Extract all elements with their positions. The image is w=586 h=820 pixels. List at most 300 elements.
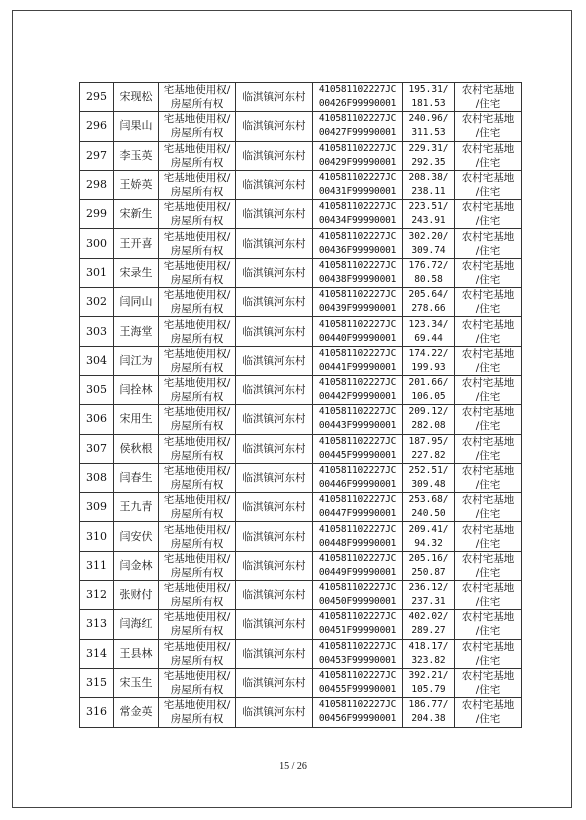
table-row (80, 170, 522, 199)
location-text: 临淇镇河东村 (242, 91, 306, 104)
unit-code-cell (313, 200, 403, 229)
record-number-cell (80, 551, 114, 580)
land-use-text: 农村宅基地 (461, 230, 515, 243)
unit-code-cell (313, 112, 403, 141)
record-number-text: 310 (86, 529, 107, 543)
area-text: 94.32 (414, 537, 443, 549)
right-type-cell (159, 141, 236, 170)
unit-code-text: 410581102227JC (318, 230, 397, 242)
unit-code-cell (313, 668, 403, 697)
land-use-cell (455, 434, 522, 463)
land-use-text: /住宅 (475, 186, 501, 199)
right-type-text: 宅基地使用权/ (163, 201, 231, 214)
land-use-cell (455, 258, 522, 287)
land-use-cell (455, 522, 522, 551)
unit-code-cell (313, 493, 403, 522)
unit-code-cell (313, 405, 403, 434)
right-type-text: 宅基地使用权/ (163, 435, 231, 448)
unit-code-text: 410581102227JC (318, 435, 397, 447)
land-use-text: 农村宅基地 (461, 84, 515, 97)
land-use-cell (455, 346, 522, 375)
owner-name-cell (114, 463, 159, 492)
record-number-cell (80, 493, 114, 522)
area-text: 201.66/ (408, 377, 449, 389)
right-type-cell (159, 463, 236, 492)
right-type-text: 房屋所有权 (170, 684, 224, 697)
right-type-text: 房屋所有权 (170, 420, 224, 433)
area-text: 69.44 (414, 332, 443, 344)
location-text: 临淇镇河东村 (242, 530, 306, 543)
location-cell (236, 229, 313, 258)
area-cell (403, 258, 455, 287)
record-number-text: 298 (86, 178, 107, 192)
right-type-text: 房屋所有权 (170, 654, 224, 667)
unit-code-text: 00426F99990001 (318, 98, 397, 110)
unit-code-text: 410581102227JC (318, 494, 397, 506)
table-row (80, 493, 522, 522)
table-row (80, 522, 522, 551)
area-text: 292.35 (411, 156, 446, 168)
area-cell (403, 610, 455, 639)
land-use-cell (455, 375, 522, 404)
land-use-text: /住宅 (475, 449, 501, 462)
right-type-text: 宅基地使用权/ (163, 406, 231, 419)
table-row (80, 434, 522, 463)
area-text: 123.34/ (408, 318, 449, 330)
land-use-text: /住宅 (475, 537, 501, 550)
location-cell (236, 200, 313, 229)
land-use-text: /住宅 (475, 244, 501, 257)
land-use-text: /住宅 (475, 215, 501, 228)
unit-code-cell (313, 258, 403, 287)
location-text: 临淇镇河东村 (242, 589, 306, 602)
land-use-text: 农村宅基地 (461, 552, 515, 565)
land-use-cell (455, 639, 522, 668)
location-cell (236, 522, 313, 551)
land-use-text: /住宅 (475, 625, 501, 638)
land-use-text: 农村宅基地 (461, 523, 515, 536)
unit-code-cell (313, 698, 403, 727)
area-cell (403, 229, 455, 258)
area-text: 209.12/ (408, 406, 449, 418)
unit-code-text: 00456F99990001 (318, 713, 397, 725)
land-use-text: 农村宅基地 (461, 670, 515, 683)
record-number-cell (80, 610, 114, 639)
records-table (79, 82, 522, 728)
table-row (80, 346, 522, 375)
right-type-cell (159, 551, 236, 580)
area-text: 252.51/ (408, 465, 449, 476)
land-use-text: 农村宅基地 (461, 640, 515, 653)
record-number-text: 301 (86, 265, 107, 279)
right-type-text: 房屋所有权 (170, 215, 224, 228)
area-cell (403, 405, 455, 434)
right-type-cell (159, 522, 236, 551)
record-number-text: 304 (86, 353, 107, 367)
land-use-text: /住宅 (475, 273, 501, 286)
right-type-text: 宅基地使用权/ (163, 494, 231, 507)
owner-name-cell (114, 200, 159, 229)
right-type-text: 房屋所有权 (170, 303, 224, 316)
location-cell (236, 170, 313, 199)
area-text: 80.58 (414, 273, 443, 285)
location-text: 临淇镇河东村 (242, 472, 306, 484)
unit-code-text: 410581102227JC (318, 289, 397, 301)
unit-code-text: 410581102227JC (318, 699, 397, 711)
record-number-text: 297 (86, 148, 107, 162)
right-type-text: 房屋所有权 (170, 127, 224, 140)
right-type-text: 房屋所有权 (170, 713, 224, 726)
area-text: 223.51/ (408, 201, 449, 213)
right-type-text: 宅基地使用权/ (163, 552, 231, 565)
unit-code-cell (313, 346, 403, 375)
location-cell (236, 610, 313, 639)
right-type-text: 房屋所有权 (170, 332, 224, 345)
area-text: 250.87 (411, 566, 446, 578)
table-row (80, 112, 522, 141)
right-type-text: 宅基地使用权/ (163, 289, 231, 302)
location-text: 临淇镇河东村 (242, 149, 306, 162)
unit-code-text: 00447F99990001 (318, 508, 397, 520)
table-row (80, 405, 522, 434)
right-type-cell (159, 346, 236, 375)
owner-name-cell (114, 698, 159, 727)
owner-name-cell (114, 639, 159, 668)
unit-code-cell (313, 141, 403, 170)
land-use-text: 农村宅基地 (461, 289, 515, 302)
record-number-cell (80, 522, 114, 551)
right-type-text: 宅基地使用权/ (163, 523, 231, 536)
record-number-cell (80, 317, 114, 346)
area-cell (403, 668, 455, 697)
record-number-cell (80, 141, 114, 170)
area-text: 208.38/ (408, 172, 449, 184)
record-number-text: 311 (86, 558, 107, 572)
table-row (80, 200, 522, 229)
area-text: 278.66 (411, 303, 446, 315)
land-use-text: 农村宅基地 (461, 347, 515, 360)
owner-name-text: 宋玉生 (119, 676, 153, 690)
right-type-cell (159, 434, 236, 463)
owner-name-text: 闫安伏 (119, 529, 153, 543)
owner-name-cell (114, 551, 159, 580)
area-cell (403, 375, 455, 404)
right-type-cell (159, 698, 236, 727)
land-use-cell (455, 551, 522, 580)
owner-name-cell (114, 141, 159, 170)
right-type-cell (159, 258, 236, 287)
owner-name-text: 闫海红 (119, 617, 153, 631)
area-text: 289.27 (411, 625, 446, 637)
table-row (80, 141, 522, 170)
location-text: 临淇镇河东村 (242, 208, 306, 221)
area-cell (403, 170, 455, 199)
area-text: 205.16/ (408, 552, 449, 564)
right-type-cell (159, 581, 236, 610)
record-number-cell (80, 112, 114, 141)
location-text: 临淇镇河东村 (242, 120, 306, 133)
location-cell (236, 551, 313, 580)
land-use-text: /住宅 (475, 654, 501, 667)
owner-name-cell (114, 288, 159, 317)
record-number-text: 315 (86, 676, 107, 690)
owner-name-text: 李玉英 (119, 148, 153, 162)
area-cell (403, 288, 455, 317)
table-row (80, 698, 522, 727)
land-use-text: 农村宅基地 (461, 406, 515, 419)
land-use-text: /住宅 (475, 596, 501, 609)
location-text: 临淇镇河东村 (242, 706, 306, 719)
owner-name-text: 闫果山 (119, 119, 153, 133)
record-number-cell (80, 639, 114, 668)
record-number-cell (80, 229, 114, 258)
unit-code-text: 410581102227JC (318, 347, 397, 359)
table-row (80, 639, 522, 668)
record-number-cell (80, 434, 114, 463)
unit-code-cell (313, 288, 403, 317)
record-number-cell (80, 405, 114, 434)
right-type-cell (159, 610, 236, 639)
owner-name-cell (114, 668, 159, 697)
land-use-text: 农村宅基地 (461, 172, 515, 185)
location-cell (236, 405, 313, 434)
table-row (80, 375, 522, 404)
record-number-text: 313 (86, 617, 107, 631)
location-text: 临淇镇河东村 (242, 501, 306, 514)
land-use-text: /住宅 (475, 566, 501, 579)
area-cell (403, 493, 455, 522)
unit-code-cell (313, 463, 403, 492)
unit-code-text: 00449F99990001 (318, 566, 397, 578)
table-row (80, 83, 522, 112)
land-use-cell (455, 317, 522, 346)
land-use-text: 农村宅基地 (461, 582, 515, 595)
unit-code-cell (313, 522, 403, 551)
right-type-cell (159, 317, 236, 346)
area-text: 229.31/ (408, 142, 449, 154)
area-text: 187.95/ (408, 435, 449, 447)
location-text: 临淇镇河东村 (242, 354, 306, 367)
land-use-text: /住宅 (475, 156, 501, 169)
location-cell (236, 112, 313, 141)
owner-name-cell (114, 317, 159, 346)
record-number-text: 300 (86, 236, 107, 250)
area-text: 204.38 (411, 713, 446, 725)
location-cell (236, 493, 313, 522)
area-text: 243.91 (411, 215, 446, 227)
land-use-cell (455, 141, 522, 170)
owner-name-text: 张财付 (119, 588, 153, 602)
location-text: 临淇镇河东村 (242, 413, 306, 426)
right-type-text: 房屋所有权 (170, 273, 224, 286)
location-cell (236, 581, 313, 610)
record-number-cell (80, 375, 114, 404)
unit-code-text: 00439F99990001 (318, 303, 397, 315)
table-row (80, 463, 522, 492)
location-cell (236, 434, 313, 463)
area-text: 227.82 (411, 449, 446, 461)
land-use-text: /住宅 (475, 420, 501, 433)
area-text: 309.48 (411, 479, 446, 490)
land-use-text: 农村宅基地 (461, 377, 515, 390)
area-cell (403, 639, 455, 668)
unit-code-text: 410581102227JC (318, 377, 397, 389)
record-number-text: 305 (86, 383, 107, 397)
land-use-cell (455, 610, 522, 639)
land-use-cell (455, 83, 522, 112)
land-use-text: 农村宅基地 (461, 259, 515, 272)
unit-code-cell (313, 317, 403, 346)
unit-code-cell (313, 581, 403, 610)
unit-code-text: 410581102227JC (318, 582, 397, 594)
location-cell (236, 463, 313, 492)
area-text: 392.21/ (408, 670, 449, 682)
record-number-text: 307 (86, 441, 107, 455)
land-use-cell (455, 405, 522, 434)
owner-name-cell (114, 83, 159, 112)
right-type-cell (159, 200, 236, 229)
records-table-body (80, 83, 522, 728)
right-type-text: 宅基地使用权/ (163, 699, 231, 712)
location-text: 临淇镇河东村 (242, 384, 306, 397)
land-use-cell (455, 581, 522, 610)
location-cell (236, 141, 313, 170)
right-type-text: 房屋所有权 (170, 508, 224, 521)
location-text: 临淇镇河东村 (242, 179, 306, 192)
record-number-text: 299 (86, 207, 107, 221)
table-row (80, 288, 522, 317)
land-use-text: 农村宅基地 (461, 201, 515, 214)
table-row (80, 317, 522, 346)
land-use-cell (455, 170, 522, 199)
area-text: 181.53 (411, 98, 446, 110)
right-type-cell (159, 493, 236, 522)
right-type-text: 房屋所有权 (170, 361, 224, 374)
area-cell (403, 83, 455, 112)
unit-code-text: 00438F99990001 (318, 273, 397, 285)
right-type-text: 房屋所有权 (170, 186, 224, 199)
right-type-text: 房屋所有权 (170, 596, 224, 609)
location-text: 临淇镇河东村 (242, 237, 306, 250)
area-cell (403, 317, 455, 346)
location-cell (236, 83, 313, 112)
owner-name-text: 王县林 (119, 646, 153, 660)
owner-name-text: 宋新生 (119, 207, 153, 221)
record-number-text: 314 (86, 646, 107, 660)
unit-code-text: 410581102227JC (318, 318, 397, 330)
owner-name-text: 侯秋根 (119, 441, 153, 455)
land-use-text: 农村宅基地 (461, 494, 515, 507)
record-number-text: 303 (86, 324, 107, 338)
right-type-cell (159, 405, 236, 434)
right-type-cell (159, 83, 236, 112)
right-type-text: 房屋所有权 (170, 479, 224, 491)
land-use-text: /住宅 (475, 713, 501, 726)
unit-code-cell (313, 375, 403, 404)
owner-name-text: 宋用生 (119, 412, 153, 426)
unit-code-text: 410581102227JC (318, 611, 397, 623)
land-use-text: /住宅 (475, 684, 501, 697)
land-use-cell (455, 463, 522, 492)
right-type-text: 房屋所有权 (170, 156, 224, 169)
location-cell (236, 375, 313, 404)
area-text: 323.82 (411, 654, 446, 666)
right-type-text: 宅基地使用权/ (163, 377, 231, 390)
land-use-text: 农村宅基地 (461, 113, 515, 126)
right-type-text: 宅基地使用权/ (163, 318, 231, 331)
unit-code-text: 00429F99990001 (318, 156, 397, 168)
right-type-text: 宅基地使用权/ (163, 582, 231, 595)
right-type-text: 宅基地使用权/ (163, 640, 231, 653)
area-text: 238.11 (411, 186, 446, 198)
location-cell (236, 346, 313, 375)
unit-code-text: 410581102227JC (318, 172, 397, 184)
table-row (80, 258, 522, 287)
area-text: 209.41/ (408, 523, 449, 535)
area-text: 309.74 (411, 244, 446, 256)
owner-name-cell (114, 258, 159, 287)
table-row (80, 581, 522, 610)
area-text: 174.22/ (408, 347, 449, 359)
owner-name-cell (114, 112, 159, 141)
area-cell (403, 141, 455, 170)
area-text: 176.72/ (408, 259, 449, 271)
owner-name-cell (114, 229, 159, 258)
unit-code-text: 410581102227JC (318, 406, 397, 418)
record-number-text: 306 (86, 412, 107, 426)
unit-code-text: 00445F99990001 (318, 449, 397, 461)
unit-code-text: 00440F99990001 (318, 332, 397, 344)
unit-code-text: 410581102227JC (318, 465, 397, 476)
land-use-cell (455, 229, 522, 258)
page-number: 15 / 26 (279, 761, 307, 772)
right-type-text: 宅基地使用权/ (163, 172, 231, 185)
table-row (80, 668, 522, 697)
owner-name-text: 宋现松 (119, 90, 153, 104)
unit-code-cell (313, 551, 403, 580)
land-use-text: /住宅 (475, 508, 501, 521)
unit-code-text: 00453F99990001 (318, 654, 397, 666)
record-number-cell (80, 258, 114, 287)
table-row (80, 229, 522, 258)
land-use-text: 农村宅基地 (461, 699, 515, 712)
location-cell (236, 317, 313, 346)
owner-name-cell (114, 405, 159, 434)
unit-code-text: 00443F99990001 (318, 420, 397, 432)
right-type-text: 房屋所有权 (170, 98, 224, 111)
unit-code-text: 00455F99990001 (318, 684, 397, 696)
right-type-cell (159, 375, 236, 404)
area-text: 106.05 (411, 391, 446, 403)
location-cell (236, 288, 313, 317)
record-number-cell (80, 668, 114, 697)
owner-name-cell (114, 522, 159, 551)
location-cell (236, 639, 313, 668)
area-cell (403, 698, 455, 727)
record-number-cell (80, 698, 114, 727)
area-cell (403, 346, 455, 375)
land-use-text: 农村宅基地 (461, 435, 515, 448)
right-type-text: 房屋所有权 (170, 625, 224, 638)
right-type-cell (159, 668, 236, 697)
right-type-text: 宅基地使用权/ (163, 670, 231, 683)
location-text: 临淇镇河东村 (242, 442, 306, 455)
unit-code-text: 00427F99990001 (318, 127, 397, 139)
area-text: 311.53 (411, 127, 446, 139)
area-cell (403, 463, 455, 492)
record-number-cell (80, 288, 114, 317)
unit-code-text: 410581102227JC (318, 552, 397, 564)
